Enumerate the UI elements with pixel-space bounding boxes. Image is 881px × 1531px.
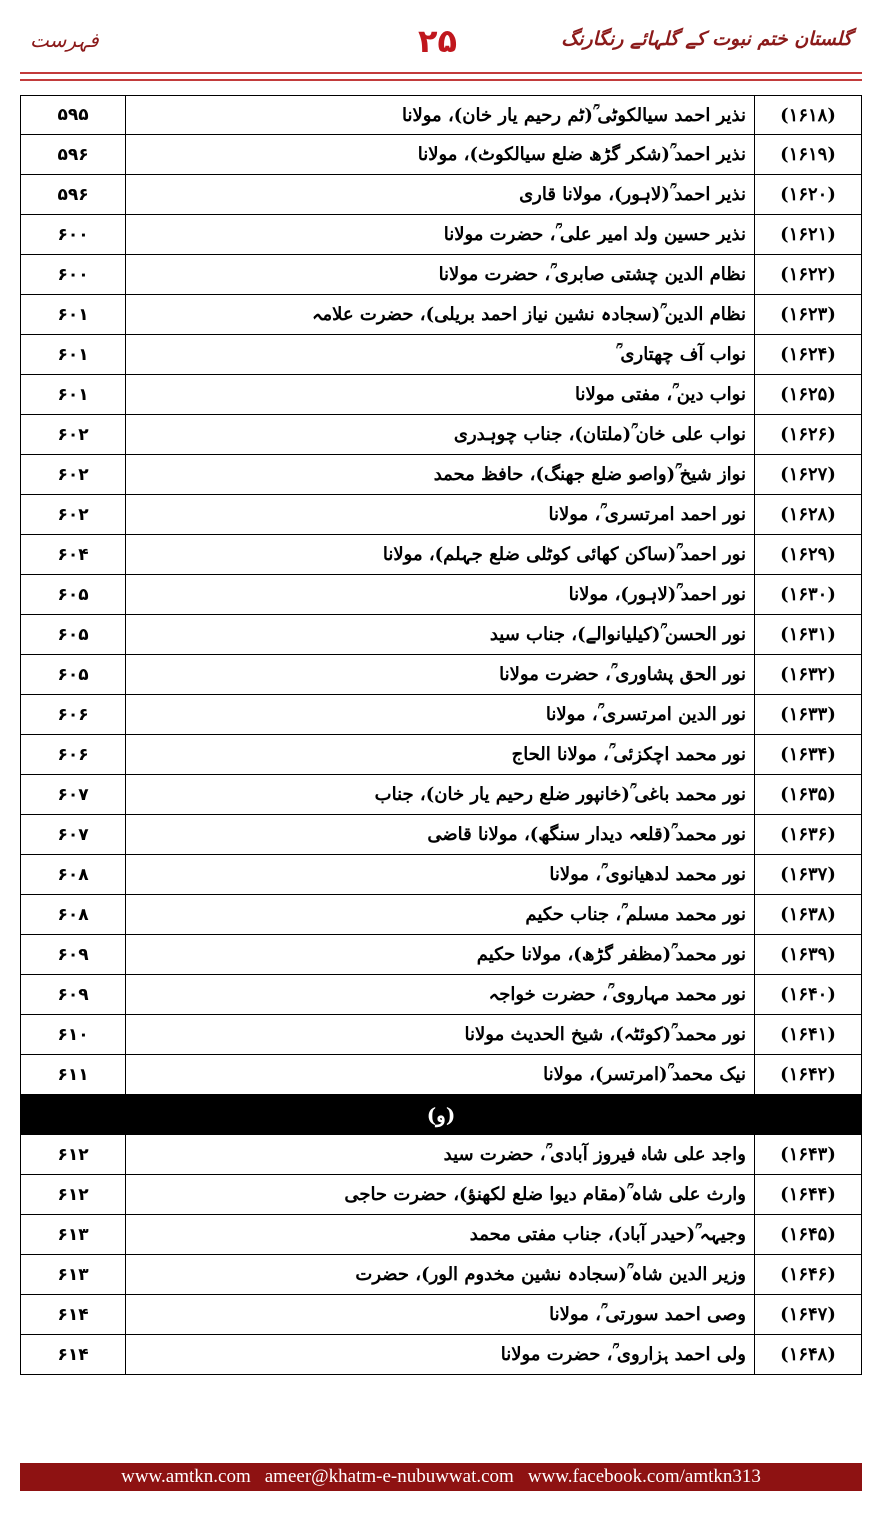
entry-number: (۱۶۲۷) [754, 455, 861, 494]
entry-number: (۱۶۳۷) [754, 855, 861, 894]
entry-name[interactable]: نذیر احمد ؒ(لاہور)، مولانا قاری [519, 184, 746, 205]
entry-name[interactable]: نور الحق پشاوری ؒ، حضرت مولانا [499, 664, 746, 685]
entry-name[interactable]: نظام الدین ؒ(سجادہ نشین نیاز احمد بریلی)، حضرت علامہ [311, 304, 746, 325]
table-row [20, 975, 862, 1015]
table-row [20, 1175, 862, 1215]
entry-name[interactable]: نذیر احمد سیالکوٹی ؒ(ٹم رحیم یار خان)، مولانا [402, 104, 746, 126]
entry-page-number: ۵۹۶ [21, 135, 126, 174]
entry-page-number: ۶۱۲ [21, 1135, 126, 1174]
entry-page-number: ۶۱۳ [21, 1215, 126, 1254]
entry-page-number: ۶۰۱ [21, 375, 126, 414]
entry-number: (۱۶۳۳) [754, 695, 861, 734]
table-row [20, 655, 862, 695]
entry-name[interactable]: نور محمد مسلم ؒ، جناب حکیم [525, 904, 746, 925]
entry-page-number: ۶۰۵ [21, 575, 126, 614]
table-row [20, 95, 862, 135]
entry-page-number: ۶۰۰ [21, 215, 126, 254]
table-row [20, 215, 862, 255]
table-row [20, 695, 862, 735]
table-row [20, 455, 862, 495]
table-row [20, 1255, 862, 1295]
entry-page-number: ۶۱۰ [21, 1015, 126, 1054]
entry-name[interactable]: نور محمد لدھیانوی ؒ، مولانا [549, 864, 746, 885]
entry-name[interactable]: نور الحسن ؒ(کیلیانوالے)، جناب سید [489, 624, 746, 645]
footer-email-link[interactable]: ameer@khatm-e-nubuwwat.com [264, 1466, 514, 1487]
entry-name[interactable]: نور محمد مہاروی ؒ، حضرت خواجہ [488, 984, 746, 1005]
section-letter: (و) [426, 1103, 456, 1127]
entry-name[interactable]: نذیر احمد ؒ(شکر گڑھ ضلع سیالکوٹ)، مولانا [417, 144, 746, 165]
entry-name[interactable]: نیک محمد ؒ(امرتسر)، مولانا [543, 1064, 746, 1085]
table-row [20, 1015, 862, 1055]
entry-page-number: ۶۰۱ [21, 295, 126, 334]
entry-name[interactable]: نور احمد ؒ(ساکن کھائی کوٹلی ضلع جہلم)، مولانا [382, 544, 746, 565]
entry-name[interactable]: نواب دین ؒ، مفتی مولانا [575, 384, 746, 405]
entry-page-number: ۶۰۷ [21, 775, 126, 814]
entry-page-number: ۶۰۲ [21, 495, 126, 534]
header-rule-bottom [20, 79, 862, 81]
table-row [20, 1295, 862, 1335]
entry-name[interactable]: نور الدین امرتسری ؒ، مولانا [545, 704, 746, 725]
entry-number: (۱۶۴۸) [754, 1335, 861, 1374]
footer-bar [20, 1463, 862, 1491]
entry-page-number: ۶۱۲ [21, 1175, 126, 1214]
entry-number: (۱۶۳۴) [754, 735, 861, 774]
entry-page-number: ۶۰۲ [21, 415, 126, 454]
entry-number: (۱۶۱۹) [754, 135, 861, 174]
index-table [20, 95, 862, 1375]
entry-page-number: ۶۱۴ [21, 1335, 126, 1374]
entry-number: (۱۶۲۴) [754, 335, 861, 374]
table-row [20, 615, 862, 655]
entry-page-number: ۶۱۱ [21, 1055, 126, 1094]
table-row [20, 1135, 862, 1175]
entry-number: (۱۶۳۸) [754, 895, 861, 934]
entry-page-number: ۶۰۱ [21, 335, 126, 374]
table-row [20, 735, 862, 775]
entry-page-number: ۶۰۸ [21, 895, 126, 934]
entry-number: (۱۶۲۱) [754, 215, 861, 254]
entry-number: (۱۶۴۷) [754, 1295, 861, 1334]
entry-number: (۱۶۲۰) [754, 175, 861, 214]
entry-number: (۱۶۲۸) [754, 495, 861, 534]
entry-number: (۱۶۳۵) [754, 775, 861, 814]
footer-facebook-link[interactable]: www.facebook.com/amtkn313 [527, 1466, 761, 1487]
entry-page-number: ۶۰۲ [21, 455, 126, 494]
footer-website-link[interactable]: www.amtkn.com [121, 1466, 251, 1487]
table-row [20, 815, 862, 855]
entry-name[interactable]: نواب آف چھتاری ؒ [615, 344, 746, 365]
entry-number: (۱۶۴۴) [754, 1175, 861, 1214]
entry-number: (۱۶۲۵) [754, 375, 861, 414]
entry-number: (۱۶۲۳) [754, 295, 861, 334]
entry-name[interactable]: نور محمد ؒ(مظفر گڑھ)، مولانا حکیم [476, 944, 746, 965]
table-row [20, 495, 862, 535]
entry-number: (۱۶۲۹) [754, 535, 861, 574]
table-row [20, 175, 862, 215]
table-row [20, 535, 862, 575]
book-title: گلستان ختم نبوت کے گلہائے رنگارنگ [561, 28, 852, 50]
entry-name[interactable]: نور احمد امرتسری ؒ، مولانا [548, 504, 746, 525]
entry-page-number: ۶۰۷ [21, 815, 126, 854]
entry-number: (۱۶۴۵) [754, 1215, 861, 1254]
entry-name[interactable]: نظام الدین چشتی صابری ؒ، حضرت مولانا [438, 264, 746, 285]
entry-number: (۱۶۳۲) [754, 655, 861, 694]
table-row [20, 255, 862, 295]
table-row [20, 375, 862, 415]
entry-name[interactable]: واجد علی شاہ فیروز آبادی ؒ، حضرت سید [443, 1144, 746, 1165]
entry-name[interactable]: وجیہہ ؒ(حیدر آباد)، جناب مفتی محمد [469, 1224, 746, 1245]
entry-page-number: ۶۰۸ [21, 855, 126, 894]
entry-number: (۱۶۳۹) [754, 935, 861, 974]
entry-name[interactable]: ولی احمد ہزاروی ؒ، حضرت مولانا [500, 1344, 746, 1365]
entry-number: (۱۶۲۲) [754, 255, 861, 294]
entry-number: (۱۶۴۶) [754, 1255, 861, 1294]
entry-page-number: ۶۰۶ [21, 735, 126, 774]
table-row [20, 855, 862, 895]
table-row [20, 935, 862, 975]
index-label: فہرست [30, 28, 99, 52]
page-header [20, 18, 862, 68]
entry-page-number: ۵۹۶ [21, 175, 126, 214]
entry-number: (۱۶۴۲) [754, 1055, 861, 1094]
table-row [20, 135, 862, 175]
entry-page-number: ۵۹۵ [21, 96, 126, 134]
entry-name[interactable]: نواب علی خان ؒ(ملتان)، جناب چوہدری [453, 424, 746, 445]
table-row [20, 1055, 862, 1095]
table-row [20, 335, 862, 375]
entry-page-number: ۶۰۵ [21, 655, 126, 694]
entry-page-number: ۶۱۳ [21, 1255, 126, 1294]
entry-name[interactable]: نذیر حسین ولد امیر علی ؒ، حضرت مولانا [443, 224, 746, 245]
entry-number: (۱۶۳۱) [754, 615, 861, 654]
entry-number: (۱۶۳۰) [754, 575, 861, 614]
table-row [20, 895, 862, 935]
entry-number: (۱۶۲۶) [754, 415, 861, 454]
entry-name[interactable]: وصی احمد سورتی ؒ، مولانا [549, 1304, 746, 1325]
entry-name[interactable]: نور محمد ؒ(کوئٹہ)، شیخ الحدیث مولانا [464, 1024, 746, 1045]
entry-name[interactable]: وارث علی شاہ ؒ(مقام دیوا ضلع لکھنؤ)، حضرت حاجی [344, 1184, 746, 1205]
section-header-waw [20, 1095, 862, 1135]
table-row [20, 575, 862, 615]
entry-page-number: ۶۰۶ [21, 695, 126, 734]
header-rule-top [20, 72, 862, 74]
table-row [20, 415, 862, 455]
table-row [20, 775, 862, 815]
table-row [20, 1335, 862, 1375]
entry-name[interactable]: نور محمد باغی ؒ(خانپور ضلع رحیم یار خان)، جناب [374, 784, 746, 805]
index-group-waw [20, 1135, 862, 1375]
index-group-nun [20, 95, 862, 1095]
entry-page-number: ۶۰۹ [21, 975, 126, 1014]
entry-number: (۱۶۱۸) [754, 96, 861, 134]
entry-name[interactable]: نور محمد ؒ(قلعہ دیدار سنگھ)، مولانا قاضی [427, 824, 746, 845]
entry-name[interactable]: نور احمد ؒ(لاہور)، مولانا [568, 584, 746, 605]
entry-number: (۱۶۳۶) [754, 815, 861, 854]
entry-number: (۱۶۴۳) [754, 1135, 861, 1174]
entry-name[interactable]: نور محمد اچکزئی ؒ، مولانا الحاج [511, 744, 746, 765]
entry-page-number: ۶۰۴ [21, 535, 126, 574]
table-row [20, 295, 862, 335]
entry-page-number: ۶۰۹ [21, 935, 126, 974]
entry-number: (۱۶۴۱) [754, 1015, 861, 1054]
table-row [20, 1215, 862, 1255]
entry-name[interactable]: نواز شیخ ؒ(واصو ضلع جھنگ)، حافظ محمد [433, 464, 746, 485]
entry-name[interactable]: وزیر الدین شاہ ؒ(سجادہ نشین مخدوم الور)، حضرت [355, 1264, 746, 1285]
entry-number: (۱۶۴۰) [754, 975, 861, 1014]
entry-page-number: ۶۱۴ [21, 1295, 126, 1334]
entry-page-number: ۶۰۰ [21, 255, 126, 294]
page-number: ۲۵ [418, 22, 458, 60]
entry-page-number: ۶۰۵ [21, 615, 126, 654]
